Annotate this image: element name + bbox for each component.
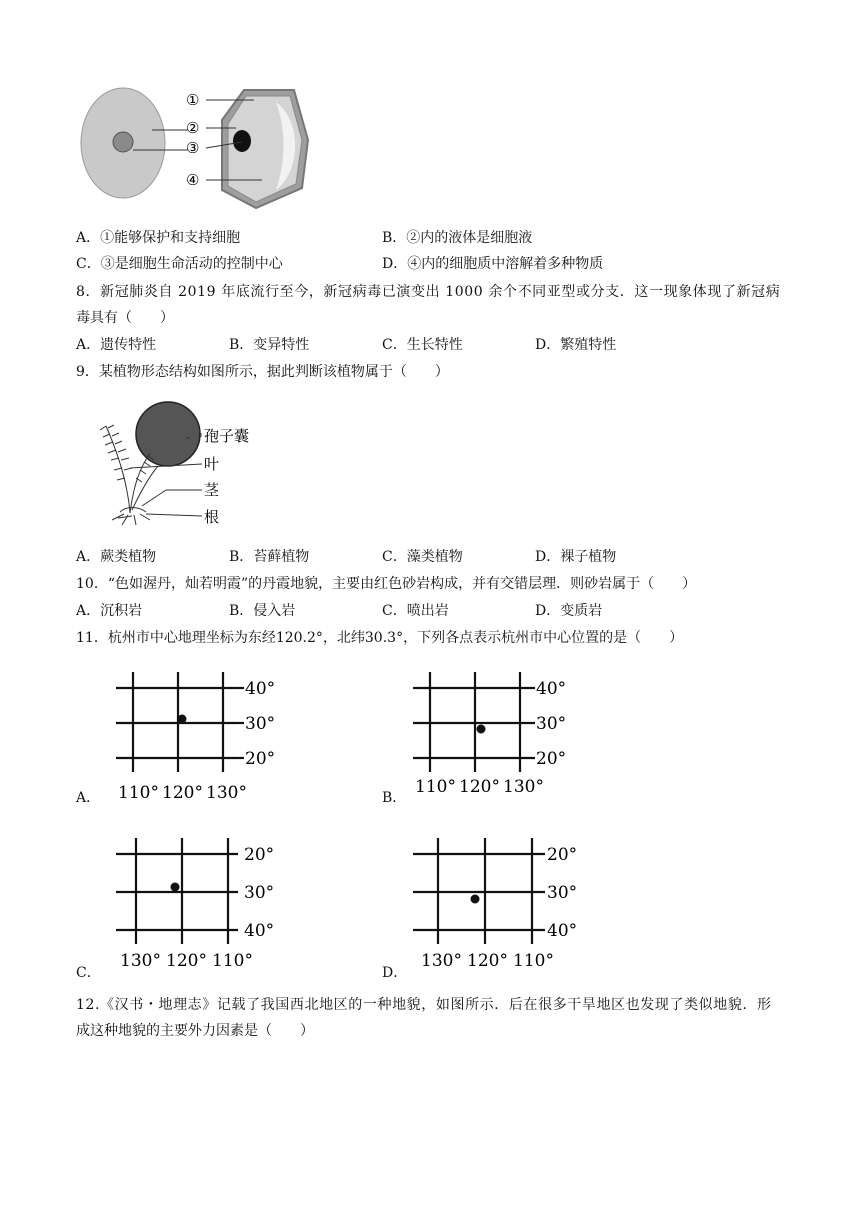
q8-stem-line2: 毒具有（ ） [76,310,174,326]
label-stem: 茎 [204,481,220,499]
grid-c-lon-label: 110° [212,951,253,971]
label-4: ④ [186,171,200,189]
q10-option-b[interactable]: B．侵入岩 [229,603,296,619]
q8-option-b[interactable]: B．变异特性 [229,337,310,353]
label-leaf: 叶 [204,455,220,473]
grid-b-lon-label: 130° [503,777,544,797]
q8-option-d[interactable]: D．繁殖特性 [535,337,617,353]
grid-a-lat-label: 20° [245,749,276,769]
q7-option-d[interactable]: D．④内的细胞质中溶解着多种物质 [382,256,604,272]
cell-diagram [76,80,336,220]
label-3: ③ [186,139,200,157]
q11-stem: 11．杭州市中心地理坐标为东经120.2°，北纬30.3°，下列各点表示杭州市中心位置的是（ ） [76,630,684,646]
q9-option-a[interactable]: A．蕨类植物 [76,549,157,565]
grid-a-lat-label: 40° [245,679,276,699]
label-1: ① [186,91,200,109]
q11-option-a[interactable]: A． [76,790,101,806]
grid-b-point [477,725,486,734]
grid-b-lat-label: 20° [536,749,567,769]
grid-b-lat-label: 40° [536,679,567,699]
q10-option-c[interactable]: C．喷出岩 [382,603,449,619]
grid-c [108,834,298,974]
q10-option-a[interactable]: A．沉积岩 [76,603,143,619]
q7-option-b[interactable]: B．②内的液体是细胞液 [382,230,533,246]
grid-d-lat-label: 20° [547,845,578,865]
q11-option-c[interactable]: C． [76,965,101,981]
grid-d-lon-label: 120° [467,951,508,971]
sporangium-magnified [136,402,200,466]
q11-option-b[interactable]: B． [382,790,407,806]
q8-option-a[interactable]: A．遗传特性 [76,337,157,353]
q12-stem-line1: 12.《汉书・地理志》记载了我国西北地区的一种地貌，如图所示．后在很多干旱地区也发现了类似地貌．形 [76,997,772,1013]
grid-c-lon-label: 120° [166,951,207,971]
grid-c-point [171,883,180,892]
q9-option-c[interactable]: C．藻类植物 [382,549,463,565]
grid-d-lon-label: 130° [421,951,462,971]
plant-cell-nucleus [233,130,251,152]
q12-stem-line2: 成这种地貌的主要外力因素是（ ） [76,1023,314,1039]
label-sporangium: 孢子囊 [204,427,250,445]
q8-stem-line1: 8．新冠肺炎自 2019 年底流行至今，新冠病毒已演变出 1000 余个不同亚型或分支．这一现象体现了新冠病 [76,284,781,300]
q10-stem: 10．“色如渥丹，灿若明霞”的丹霞地貌，主要由红色砂岩构成，并有交错层理．则砂岩属于（ ） [76,576,697,592]
grid-c-lat-label: 30° [244,883,275,903]
grid-a-lon-label: 110° [118,783,159,803]
q7-option-a[interactable]: A．①能够保护和支持细胞 [76,230,241,246]
grid-b [405,668,595,808]
animal-cell-nucleus [113,132,133,152]
grid-d-lat-label: 40° [547,921,578,941]
grid-c-lat-label: 20° [244,845,275,865]
q9-option-b[interactable]: B．苔藓植物 [229,549,310,565]
q11-option-d[interactable]: D． [382,965,408,981]
grid-a-point [178,715,187,724]
grid-a-lon-label: 130° [206,783,247,803]
grid-a [108,668,298,808]
grid-a-lon-label: 120° [162,783,203,803]
grid-c-lat-label: 40° [244,921,275,941]
grid-c-lon-label: 130° [120,951,161,971]
q10-option-d[interactable]: D．变质岩 [535,603,603,619]
label-2: ② [186,119,200,137]
q9-stem: 9．某植物形态结构如图所示，据此判断该植物属于（ ） [76,364,449,380]
fern-diagram [90,398,270,528]
label-root: 根 [204,508,220,526]
q7-option-c[interactable]: C．③是细胞生命活动的控制中心 [76,256,283,272]
grid-b-lon-label: 120° [459,777,500,797]
grid-d-lat-label: 30° [547,883,578,903]
q9-option-d[interactable]: D．裸子植物 [535,549,617,565]
grid-a-lat-label: 30° [245,714,276,734]
grid-b-lon-label: 110° [415,777,456,797]
grid-d-lon-label: 110° [513,951,554,971]
grid-b-lat-label: 30° [536,714,567,734]
grid-d [405,834,595,974]
grid-d-point [471,895,480,904]
q8-option-c[interactable]: C．生长特性 [382,337,463,353]
